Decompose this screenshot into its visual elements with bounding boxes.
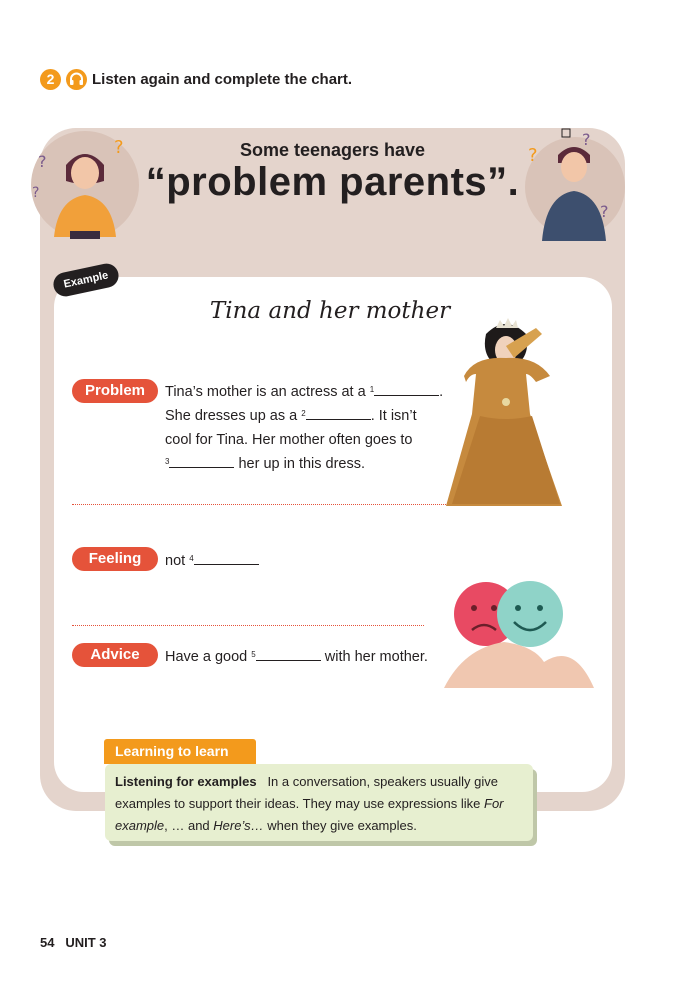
example-badge: Example xyxy=(51,261,121,298)
actress-in-costume-photo xyxy=(446,316,576,506)
unit-label: UNIT 3 xyxy=(65,935,107,950)
problem-line-4-text: her up in this dress. xyxy=(238,456,366,472)
answer-blank-2[interactable] xyxy=(306,405,371,420)
problem-label: Problem xyxy=(72,379,158,403)
learning-text-1: In a conversation, speakers usually give examples to support their ideas. They may use expressions like xyxy=(115,774,498,811)
headphones-icon xyxy=(66,69,87,90)
blank-number-2: 2 xyxy=(301,409,306,418)
blank-number-4: 4 xyxy=(189,554,194,563)
instruction-text: Listen again and complete the chart. xyxy=(92,71,353,88)
answer-blank-5[interactable] xyxy=(256,646,321,661)
blank-number-5: 5 xyxy=(251,650,256,659)
svg-text:?: ? xyxy=(38,152,47,171)
exercise-number-badge: 2 xyxy=(40,69,61,90)
problem-line-1-end: . xyxy=(439,384,444,400)
answer-blank-4[interactable] xyxy=(194,550,259,565)
problem-line-2-end: . It isn’t xyxy=(370,408,417,424)
divider-line xyxy=(72,625,424,626)
learning-to-learn-tab: Learning to learn xyxy=(104,739,256,764)
learning-italic-1: For example xyxy=(115,796,504,833)
answer-blank-1[interactable] xyxy=(374,381,439,396)
svg-text:?: ? xyxy=(582,130,591,149)
advice-text xyxy=(165,645,428,669)
svg-text:?: ? xyxy=(114,137,124,158)
answer-blank-3[interactable] xyxy=(169,453,234,468)
svg-text:?: ? xyxy=(528,145,538,166)
advice-suffix: with her mother. xyxy=(324,649,428,665)
page-footer xyxy=(40,935,106,950)
sad-happy-masks-photo xyxy=(444,572,594,692)
feeling-label: Feeling xyxy=(72,547,158,571)
blank-number-1: 1 xyxy=(369,385,375,394)
feeling-text xyxy=(165,549,259,573)
example-title: Tina and her mother xyxy=(209,298,451,324)
problem-line-1-text: Tina’s mother is an actress at a xyxy=(165,384,366,400)
problem-line-3-text: cool for Tina. Her mother often goes to xyxy=(165,432,413,448)
learning-text-2: , … and xyxy=(164,818,210,833)
svg-text:?: ? xyxy=(32,185,40,201)
learning-text-3: when they give examples. xyxy=(267,818,417,833)
divider-line xyxy=(72,504,446,505)
problem-line-2-text: She dresses up as a xyxy=(165,408,298,424)
heading-line-2: “problem parents”. xyxy=(145,160,520,204)
learning-to-learn-box xyxy=(105,764,533,841)
heading-line-1: Some teenagers have xyxy=(239,140,426,160)
feeling-prefix: not xyxy=(165,553,186,569)
problem-text xyxy=(165,380,455,476)
blank-number-3: 3 xyxy=(165,457,170,466)
learning-title: Listening for examples xyxy=(115,774,257,789)
learning-italic-2: Here’s… xyxy=(213,818,264,833)
advice-prefix: Have a good xyxy=(165,649,248,665)
advice-label: Advice xyxy=(72,643,158,667)
page-number: 54 xyxy=(40,935,55,950)
svg-text:?: ? xyxy=(600,202,609,221)
